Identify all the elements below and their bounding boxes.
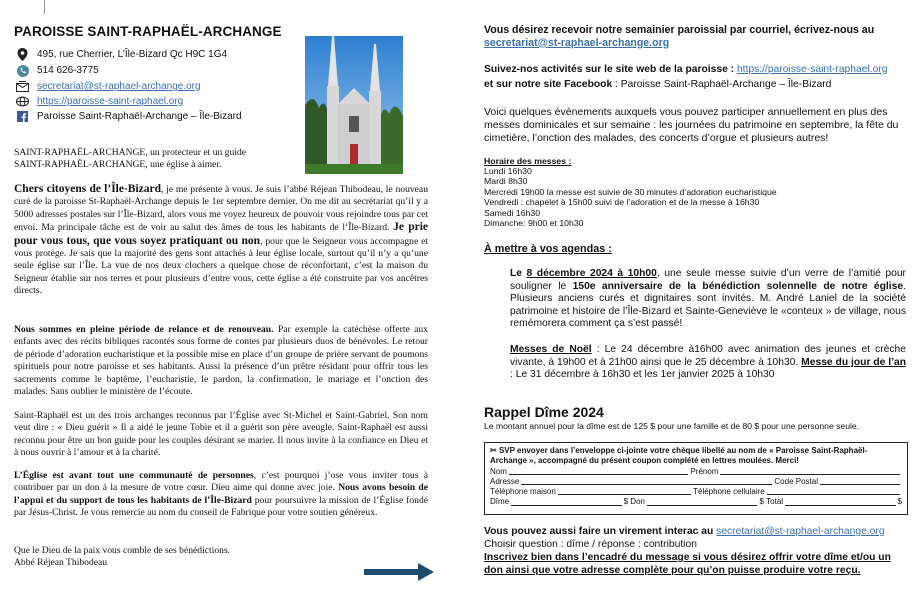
coupon-row-phone: [490, 487, 902, 497]
follow-web: [484, 64, 908, 77]
follow-web-link[interactable]: https://paroisse-saint-raphael.org: [736, 64, 888, 75]
agenda1-bold: 150e anniversaire de la bénédiction solennelle de notre église: [572, 280, 904, 292]
field-label-prenom: Prénom: [690, 466, 719, 476]
community-text-b: pour poursuivre la mission de l’Église fondé par Jésus-Christ. Je vous remercie au nom du conseil de Fabrique pour votre soutien généreux.: [14, 494, 429, 519]
website-link[interactable]: https://paroisse-saint-raphael.org: [37, 96, 184, 107]
tel-cell-field[interactable]: [767, 487, 900, 495]
email-invite-link[interactable]: secretariat@st-raphael-archange.org: [484, 36, 670, 49]
follow-web-text: Suivez-nos activités sur le site web de la paroisse :: [484, 64, 737, 75]
schedule-item: Mercredi 19h00 la messe est suivie de 30 minutes d’adoration eucharistique: [484, 186, 777, 197]
phone-text: 514 626-3775: [37, 65, 99, 76]
agenda1-le: Le: [510, 268, 527, 279]
schedule-item: Mardi 8h30: [484, 176, 528, 187]
divider-line: [44, 0, 45, 14]
total-field[interactable]: [785, 497, 895, 505]
facebook-text: Paroisse Saint-Raphaël-Archange – Île-Bizard: [37, 111, 242, 122]
globe-icon: [16, 95, 29, 108]
final-note: Inscrivez bien dans l’encadré du message si vous désirez offrir votre dîme et/ou un don ainsi que votre adresse complète pour qu’on puisse produire votre reçu.: [484, 552, 891, 576]
address-row: [16, 48, 227, 61]
address-text: 495, rue Cherrier, L’Île-Bizard Qc H9C 1G4: [37, 49, 228, 60]
intro-line-1: SAINT-RAPHAËL-ARCHANGE, un protecteur et un guide: [14, 147, 246, 158]
phone-row: [16, 64, 99, 77]
currency-sign: $: [759, 497, 764, 507]
interac-text: Vous pouvez aussi faire un virement interac au: [484, 526, 717, 537]
code-postal-field[interactable]: [820, 477, 900, 485]
interac-line: [484, 526, 908, 539]
paragraph-renewal: [14, 324, 428, 398]
prenom-field[interactable]: [720, 467, 900, 475]
dime-field[interactable]: [511, 497, 621, 505]
dime-coupon: [484, 442, 908, 515]
schedule-item: Vendredi : chapelet à 15h00 suivi de l’adoration et de la messe à 16h30: [484, 197, 760, 208]
email-invite-text: Vous désirez recevoir notre semainier paroissial par courriel, écrivez-nous au: [484, 24, 875, 36]
events-paragraph: Voici quelques évènements auxquels vous pouvez participer annuellement en plus des messes dominicales et sur semaine : les journées du patrimoine en septembre, la fête du cimetière, l’onction des malades, des concerts d’orgue et plusieurs autres!: [484, 106, 899, 144]
coupon-row-name: [490, 467, 902, 477]
christmas-text: : Le 24 décembre à16h00 avec animation des jeunes et crèche vivante, à 19h00 et à 21h00 ainsi que le 25 décembre à 10h30.: [510, 344, 907, 368]
agenda1-date: 8 décembre 2024 à 10h00: [526, 268, 657, 279]
schedule-item: Samedi 16h30: [484, 207, 541, 218]
follow-fb-text: : Paroisse Saint-Raphaël-Archange – Île-Bizard: [612, 79, 832, 90]
greeting-bold: Chers citoyens de l’Île-Bizard: [14, 183, 162, 195]
dime-title: Rappel Dîme 2024: [484, 404, 604, 420]
follow-fb-bold: et sur notre site Facebook: [484, 79, 613, 90]
field-label-tel-maison: Téléphone maison: [490, 487, 556, 497]
schedule-title: Horaire des messes :: [484, 156, 572, 166]
greeting-text-a: , je me présente à vous. Je suis l’abbé Réjean Thibodeau, le nouveau curé de la paroisse St-Raphaël-Archange depuis le 1er septembre dernier. On me dit au secrétariat qu’il y a 5000 adresses postales sur l’Île-Bizard, alors vous me voyez heureux de pouvoir vous rejoindre tous par cet envoi. Ma principale tâche est de voir au salut des âmes de tous les habitants de l’Île-Bizard.: [14, 184, 428, 234]
coupon-row-amounts: [490, 497, 902, 507]
scissors-icon: ✂: [490, 446, 499, 455]
follow-facebook: [484, 79, 908, 92]
dime-amount: Le montant annuel pour la dîme est de 125 $ pour une famille et de 80 $ pour une personne seule.: [484, 421, 860, 431]
nom-field[interactable]: [509, 467, 689, 475]
don-field[interactable]: [647, 497, 757, 505]
community-text-a: , c’est pourquoi j’ose vous inviter tous à contribuer par un don à la mesure de votre cœur. Dieu aime qui donne avec joie.: [14, 470, 428, 494]
paragraph-community: [14, 470, 428, 520]
facebook-icon: [16, 110, 29, 123]
field-label-tel-cell: Téléphone cellulaire: [693, 487, 765, 497]
community-bold: L’Église est avant tout une communauté de personnes: [14, 470, 254, 481]
intro-line-2: SAINT-RAPHAËL-ARCHANGE, une église à aimer.: [14, 159, 222, 170]
agenda-item-christmas: [510, 344, 906, 382]
website-row: [16, 95, 183, 108]
agenda-title: À mettre à vos agendas :: [484, 243, 612, 255]
agenda1-text-a: , une seule messe suivie d’un verre de l’amitié pour souligner le: [510, 268, 906, 292]
schedule-item: Lundi 16h30: [484, 166, 532, 176]
paragraph-archangel: Saint-Raphaël est un des trois archanges reconnus par l’Église avec St-Michel et Saint-Gabriel. Son nom veut dire : « Dieu guérit » Il a aidé le jeune Tobie et il a guérit son père aveugle. Saint-Raphaël est aussi reconnu pour être un bon guide pour les couples désirant se marier. Il nous invite à la confiance en Dieu et à nous ouvrir à l’amour et à la charité.: [14, 410, 428, 459]
tel-maison-field[interactable]: [558, 487, 691, 495]
phone-icon: [16, 64, 29, 77]
renewal-bold: Nous sommes en pleine période de relance et de renouveau.: [14, 324, 274, 335]
prayer-bold: Je prie pour vous tous, que vous soyez pratiquant ou non: [14, 221, 428, 247]
agenda-item-150th: [510, 268, 906, 331]
mail-icon: [16, 80, 29, 93]
agenda1-text-b: . Plusieurs anciens curés et dignitaires sont invités. M. André Laniel de la société patrimoine et histoire de l’Île-Bizard et Sainte-Geneviève le «conteux » de village, nous remémorera comment ça s’est passé!: [510, 280, 906, 330]
currency-sign: $: [623, 497, 629, 507]
support-bold: Nous avons besoin de l’appui et du support de tous les habitants de l’Île-Bizard: [14, 482, 428, 506]
field-label-total: Total: [766, 497, 784, 507]
facebook-row: [16, 110, 242, 123]
closing-signature: Abbé Réjean Thibodeau: [14, 557, 108, 568]
new-year-title: Messe du jour de l’an: [801, 356, 906, 368]
schedule-item: Dimanche: 9h00 et 10h30: [484, 218, 584, 229]
new-year-text: : Le 31 décembre à 16h30 et les 1er janvier 2025 à 10h30: [510, 369, 775, 381]
adresse-field[interactable]: [521, 477, 772, 485]
field-label-don: Don: [630, 497, 645, 507]
paragraph-greeting: [14, 183, 428, 298]
arrow-right-icon: [364, 563, 434, 581]
email-invite: [484, 24, 908, 49]
coupon-intro: [490, 446, 902, 467]
greeting-text-b: , pour que le Seigneur vous accompagne et vous protège. Je sais que la majorité des gens sont attachés à leur église locale, surtout qu’il n’y a qu’une seule église sur l’Île. La vue de nos deux clochers a quelque chose de réconfortant, c’est la maison du Seigneur établie sur nos terres et pour plusieurs d’entre vous, cette église a été construite par vos ancêtres directs.: [14, 235, 428, 297]
field-label-dime: Dîme: [490, 497, 510, 507]
currency-sign: $: [897, 497, 902, 507]
email-row: [16, 80, 201, 93]
parish-title: PAROISSE SAINT-RAPHAËL-ARCHANGE: [14, 24, 282, 39]
coupon-row-address: [490, 477, 902, 487]
closing-blessing: Que le Dieu de la paix vous comble de ses bénédictions.: [14, 545, 231, 556]
interac-question: Choisir question : dîme / réponse : contribution: [484, 539, 697, 550]
location-pin-icon: [16, 48, 29, 61]
interac-email-link[interactable]: secretariat@st-raphael-archange.org: [716, 526, 885, 537]
christmas-title: Messes de Noël: [510, 344, 592, 355]
field-label-adresse: Adresse: [490, 476, 520, 486]
field-label-code-postal: Code Postal: [774, 476, 818, 486]
schedule-list: [484, 166, 908, 228]
email-link[interactable]: secretariat@st-raphael-archange.org: [37, 81, 201, 92]
renewal-text: Par exemple la catéchèse offerte aux enfants avec des récits bibliques racontés sous forme de contes par plusieurs duos de bénévoles. Le retour de période d’adoration eucharistique et la possible mise en place d’un groupe de prière servant de poumons spirituels pour notre paroisse et ses habitants. Aussi la présence d’un prêtre résidant pour offrir tous les sacrements comme le baptême, l’eucharistie, le pardon, la confirmation, le mariage et l’onction des malades. Sans oublier le ministère de l’écoute.: [14, 324, 428, 398]
field-label-nom: Nom: [490, 466, 507, 476]
coupon-intro-text: SVP envoyer dans l’enveloppe ci-jointe votre chèque libellé au nom de « Paroisse Saint-Raphaël-Archange », accompagné du présent coupon complété en lettres moulées. Merci!: [490, 446, 868, 466]
